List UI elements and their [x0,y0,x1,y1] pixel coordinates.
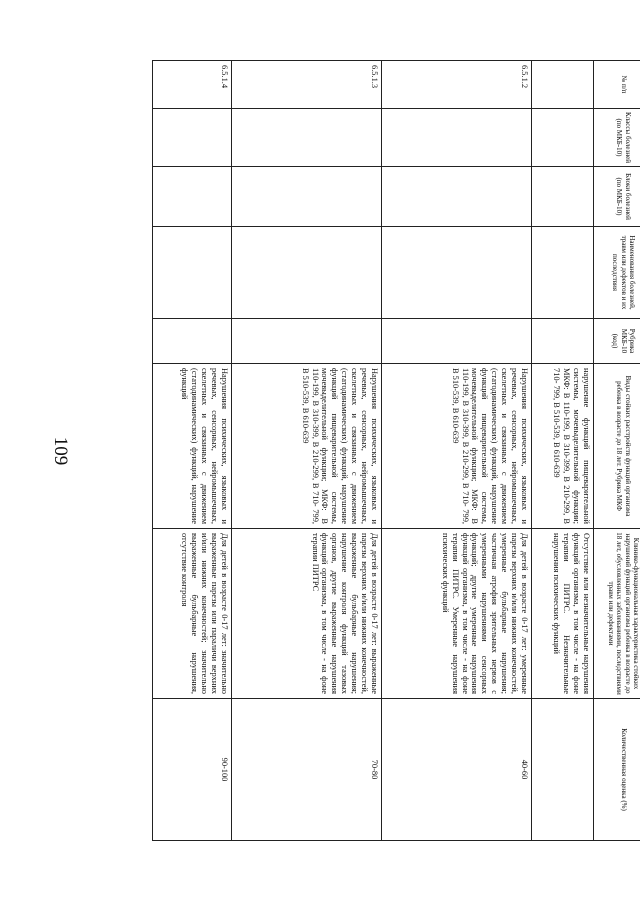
function-disorders-cell: Нарушения психических, языковых и речевых, сенсорных, нейромышечных, скелетных и связанных с движением (статодинамических) функций, нарушение функций [153,364,232,529]
table-row [153,61,232,841]
row-number: 6.5.1.2 [382,61,532,109]
icd-code-cell [232,319,382,364]
table-row [232,61,382,841]
clinical-characteristic-cell: Для детей в возрасте 0-17 лет: выраженные парезы верхних и/или нижних конечностей, выраженные бульбарные нарушения; нарушение контроля функций тазовых органов, другие выраженные нарушения функций организма, в том числе - на фоне терапии ПИТРС [232,529,382,699]
score-cell: 90-100 [153,699,232,841]
row-number: 6.5.1.4 [153,61,232,109]
function-disorders-cell: нарушение функций пищеварительной системы, мочевыделительной функции; МКФ: В 110-199, В 310-399, В 210-299, В 710- 799, В 510-539, В 610-639 [532,364,594,529]
table-row [532,61,594,841]
header-disease-class: Классы болезней (по МКБ-10) [594,109,640,167]
disease-name-cell [382,227,532,319]
icd-code-cell [153,319,232,364]
score-cell: 40-60 [382,699,532,841]
disease-block-cell [232,167,382,227]
header-icd-code: Рубрика МКБ-10 (код) [594,319,640,364]
disease-class-cell [232,109,382,167]
clinical-characteristic-cell: Для детей в возрасте 0-17 лет: значительно выраженные парезы или параличи верхних и/или нижних конечностей; значительно выраженные бульбарные нарушения, отсутствие контроля [153,529,232,699]
header-clinical-characteristic: Клинико-функциональная характеристика стойких нарушений функций организма ребенка в возрасте до 18 лет, обусловленных заболеваниями, последствиями травм или дефектами [594,529,640,699]
header-number: № п/п [594,61,640,109]
document-sheet [84,60,640,840]
function-disorders-cell: Нарушения психических, языковых и речевых, сенсорных, нейромышечных, скелетных и связанных с движением (статодинамических) функций, нарушение функций пищеварительной системы, мочевыделительной функции; МКФ: В 110-199, В 310-399, В 210-299, В 710- 799, В 510-539, В 610-639 [382,364,532,529]
disease-name-cell [232,227,382,319]
header-disease-name: Наименования болезней, травм или дефектов и их последствия [594,227,640,319]
clinical-characteristic-cell: Для детей в возрасте 0-17 лет: умеренные парезы верхних и/или нижних конечностей, умеренные бульбарные нарушения; частичная атрофия зрительных нервов с умеренными нарушениями сенсорных функций; другие умеренные нарушения функций организма, в том числе - на фоне терапии ПИТРС. Умеренные нарушения психических функций [382,529,532,699]
score-cell [532,699,594,841]
function-disorders-cell: Нарушения психических, языковых и речевых, сенсорных, нейромышечных, скелетных и связанных с движением (статодинамических) функций, нарушение функций пищеварительной системы, мочевыделительной функции; МКФ: В 110-199, В 310-399, В 210-299, В 710- 799, В 510-539, В 610-639 [232,364,382,529]
header-quantitative-score: Количественная оценка (%) [594,699,640,841]
disease-class-cell [153,109,232,167]
disease-block-cell [382,167,532,227]
disability-criteria-table [152,60,640,841]
disease-name-cell [532,227,594,319]
disease-block-cell [153,167,232,227]
table-row [382,61,532,841]
row-number [532,61,594,109]
page-number: 109 [50,436,71,466]
header-disease-block: Блоки болезней (по МКБ-10) [594,167,640,227]
disease-block-cell [532,167,594,227]
disease-name-cell [153,227,232,319]
disease-class-cell [532,109,594,167]
disease-class-cell [382,109,532,167]
row-number: 6.5.1.3 [232,61,382,109]
clinical-characteristic-cell: Отсутствие или незначительные нарушения функций организма, в том числе - на фоне терапии ПИТРС. Незначительные нарушения психических функций [532,529,594,699]
icd-code-cell [382,319,532,364]
score-cell: 70-80 [232,699,382,841]
table-header-row [594,61,640,841]
header-function-disorders: Виды стойких расстройств функций организма ребенка в возрасте до 18 лет. Рубрика МКФ [594,364,640,529]
icd-code-cell [532,319,594,364]
rotated-page [84,60,640,840]
